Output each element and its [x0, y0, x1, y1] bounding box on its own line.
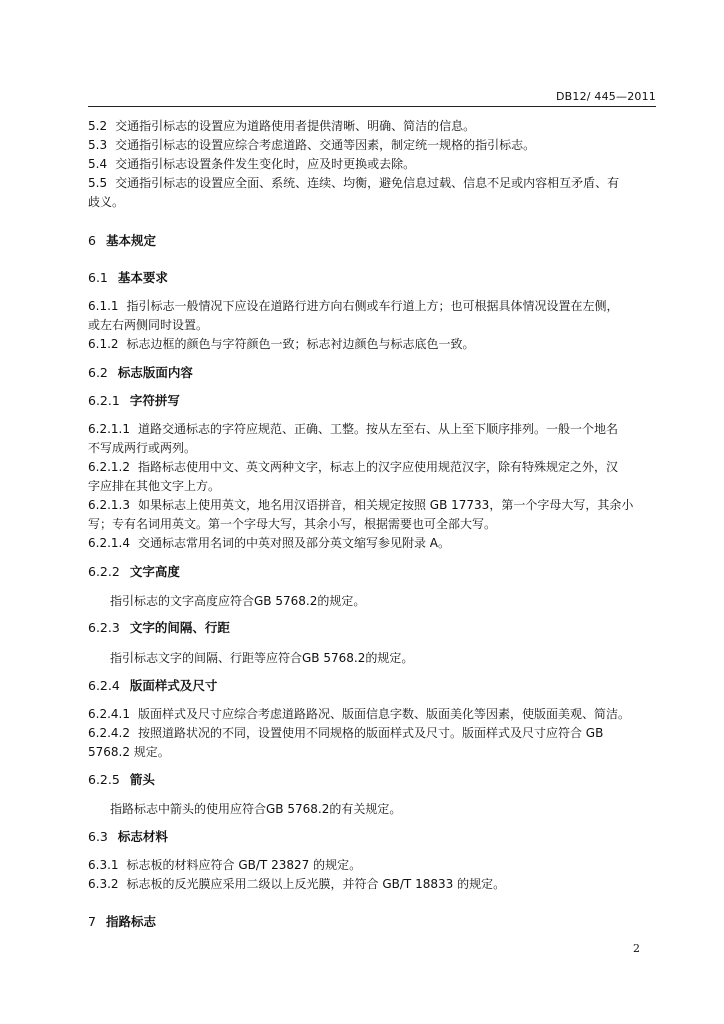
clause-6-2-4-2-cont: 5768.2 规定。	[88, 745, 170, 759]
section-6-2-1-heading: 6.2.1 字符拼写	[88, 393, 180, 408]
clause-6-2-4-1: 6.2.4.1 版面样式及尺寸应综合考虑道路路况、版面信息字数、版面美化等因素，使版面美观、简洁。	[88, 707, 630, 721]
document-id-header: DB12/ 445—2011	[555, 90, 656, 103]
clause-5-4: 5.4 交通指引标志设置条件发生变化时，应及时更换或去除。	[88, 157, 416, 171]
header-rule	[88, 106, 656, 107]
clause-5-2: 5.2 交通指引标志的设置应为道路使用者提供清晰、明确、简洁的信息。	[88, 119, 476, 133]
clause-6-1-2: 6.1.2 标志边框的颜色与字符颜色一致；标志衬边颜色与标志底色一致。	[88, 337, 475, 351]
clause-6-2-1-3: 6.2.1.3 如果标志上使用英文，地名用汉语拼音，相关规定按照 GB 17733，第一个字母大写，其余小	[88, 498, 634, 512]
clause-6-2-1-4: 6.2.1.4 交通标志常用名词的中英对照及部分英文缩写参见附录 A。	[88, 536, 451, 550]
clause-6-3-2: 6.3.2 标志板的反光膜应采用二级以上反光膜，并符合 GB/T 18833 的规定。	[88, 877, 506, 891]
clause-5-3: 5.3 交通指引标志的设置应综合考虑道路、交通等因素，制定统一规格的指引标志。	[88, 138, 536, 152]
clause-6-2-5-body: 指路标志中箭头的使用应符合GB 5768.2的有关规定。	[110, 802, 402, 816]
clause-6-2-2-body: 指引标志的文字高度应符合GB 5768.2的规定。	[110, 594, 366, 608]
clause-5-5-cont: 歧义。	[88, 195, 125, 209]
clause-6-2-4-2: 6.2.4.2 按照道路状况的不同，设置使用不同规格的版面样式及尺寸。版面样式及尺寸应符合 GB	[88, 726, 604, 740]
clause-6-1-1: 6.1.1 指引标志一般情况下应设在道路行进方向右侧或车行道上方；也可根据具体情况设置在左侧，	[88, 299, 619, 313]
clause-6-2-1-3-cont: 写；专有名词用英文。第一个字母大写，其余小写，根据需要也可全部大写。	[88, 517, 497, 531]
section-6-3-heading: 6.3 标志材料	[88, 829, 168, 844]
section-6-2-heading: 6.2 标志版面内容	[88, 365, 193, 380]
section-6-1-heading: 6.1 基本要求	[88, 270, 168, 285]
clause-5-5: 5.5 交通指引标志的设置应全面、系统、连续、均衡，避免信息过载、信息不足或内容相互矛盾、有	[88, 176, 620, 190]
clause-6-1-1-cont: 或左右两侧同时设置。	[88, 318, 209, 332]
section-6-2-2-heading: 6.2.2 文字高度	[88, 564, 180, 579]
section-6-2-3-heading: 6.2.3 文字的间隔、行距	[88, 620, 230, 635]
page-number: 2	[633, 942, 640, 955]
clause-6-2-1-2-cont: 字应排在其他文字上方。	[88, 479, 221, 493]
section-6-heading: 6 基本规定	[88, 233, 156, 248]
clause-6-3-1: 6.3.1 标志板的材料应符合 GB/T 23827 的规定。	[88, 858, 362, 872]
section-6-2-4-heading: 6.2.4 版面样式及尺寸	[88, 678, 218, 693]
clause-6-2-3-body: 指引标志文字的间隔、行距等应符合GB 5768.2的规定。	[110, 651, 414, 665]
clause-6-2-1-2: 6.2.1.2 指路标志使用中文、英文两种文字，标志上的汉字应使用规范汉字，除有特殊规定之外，汉	[88, 460, 618, 474]
section-6-2-5-heading: 6.2.5 箭头	[88, 772, 155, 787]
clause-6-2-1-1-cont: 不写成两行或两列。	[88, 441, 197, 455]
section-7-heading: 7 指路标志	[88, 914, 156, 929]
clause-6-2-1-1: 6.2.1.1 道路交通标志的字符应规范、正确、工整。按从左至右、从上至下顺序排列。一般一个地名	[88, 422, 618, 436]
